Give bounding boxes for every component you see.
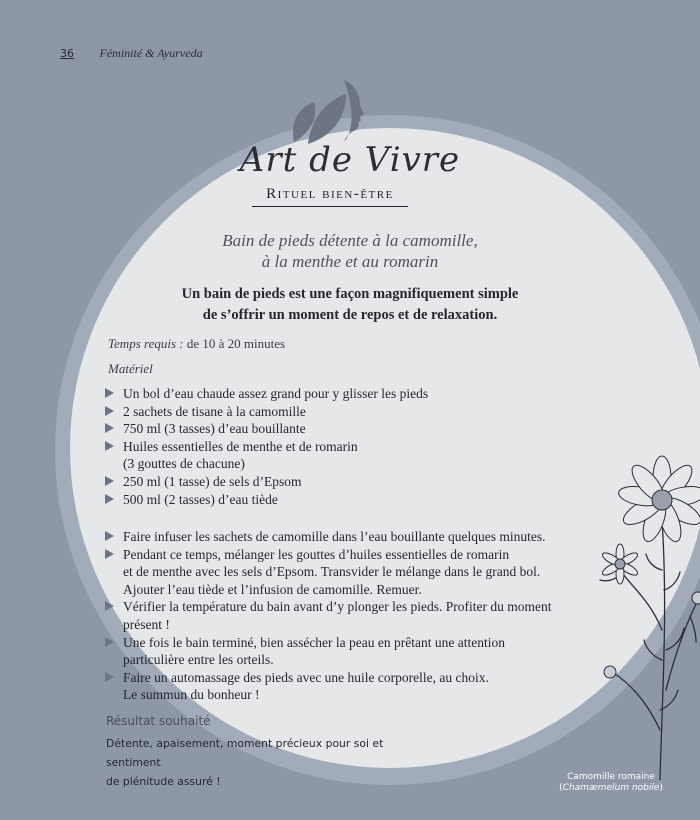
step-item [103, 669, 552, 704]
recipe-intro [0, 284, 700, 326]
caption-scientific-text: Chamæmelum nobile [562, 783, 660, 793]
step-line: Faire infuser les sachets de camomille dans l’eau bouillante quelques minutes. [123, 529, 546, 544]
section-subtitle: Rituel bien-être [252, 186, 408, 207]
list-item-note: (3 gouttes de chacune) [123, 456, 245, 472]
step-item [103, 598, 552, 633]
result-line: Détente, apaisement, moment précieux pour soi et sentiment [106, 737, 384, 769]
step-line: Le summun du bonheur ! [123, 687, 260, 703]
step-line: particulière entre les orteils. [123, 652, 274, 668]
step-line: Vérifier la température du bain avant d’y plonger les pieds. Profiter du moment [123, 599, 552, 615]
running-title: Féminité & Ayurveda [99, 46, 203, 60]
intro-line: de s’offrir un moment de repos et de relaxation. [202, 307, 498, 323]
result-label: Résultat souhaité [106, 714, 211, 728]
list-item-text: 750 ml (3 tasses) d’eau bouillante [123, 421, 306, 437]
list-item-text: Huiles essentielles de menthe et de romarin [123, 438, 358, 454]
step-line: Faire un automassage des pieds avec une huile corporelle, au choix. [123, 669, 489, 685]
list-item-text: 2 sachets de tisane à la camomille [123, 403, 306, 419]
list-item-text: 250 ml (1 tasse) de sels d’Epsom [123, 473, 302, 489]
result-line: de plénitude assuré ! [106, 775, 221, 788]
step-line: Ajouter l’eau tiède et l’infusion de camomille. Remuer. [123, 581, 422, 597]
list-item-text: Un bol d’eau chaude assez grand pour y glisser les pieds [123, 386, 429, 401]
chamomile-illustration-icon [550, 450, 700, 780]
page-header [60, 46, 203, 61]
list-item [103, 438, 428, 473]
step-line: présent ! [123, 616, 170, 632]
list-item [103, 420, 428, 438]
recipe-title [0, 230, 700, 272]
step-item [103, 546, 552, 599]
time-label: Temps requis : [108, 336, 184, 351]
time-value: de 10 à 20 minutes [186, 336, 286, 351]
step-line: et de menthe avec les sels d’Epsom. Transvider le mélange dans le grand bol. [123, 564, 541, 580]
step-item [103, 634, 552, 669]
step-line: Pendant ce temps, mélanger les gouttes d’huiles essentielles de romarin [123, 546, 510, 562]
recipe-title-line: Bain de pieds détente à la camomille, [222, 231, 478, 250]
list-item [103, 491, 428, 509]
caption-scientific-name: (Chamæmelum nobile) [559, 783, 663, 793]
illustration-caption [528, 772, 694, 794]
page-number: 36 [60, 47, 74, 60]
list-item [103, 403, 428, 421]
steps-list [103, 528, 552, 704]
list-item-text: 500 ml (2 tasses) d’eau tiède [123, 491, 278, 507]
intro-line: Un bain de pieds est une façon magnifiquement simple [181, 286, 519, 302]
section-script-title: Art de Vivre [239, 140, 461, 180]
materials-list [103, 385, 428, 508]
recipe-title-line: à la menthe et au romarin [261, 252, 439, 271]
materials-label: Matériel [108, 361, 153, 376]
list-item [103, 473, 428, 491]
caption-common-name: Camomille romaine [567, 772, 655, 782]
result-text [106, 734, 436, 791]
step-item [103, 528, 552, 546]
step-line: Une fois le bain terminé, bien assécher la peau en prêtant une attention [123, 634, 505, 650]
time-required [108, 336, 285, 352]
list-item [103, 385, 428, 403]
